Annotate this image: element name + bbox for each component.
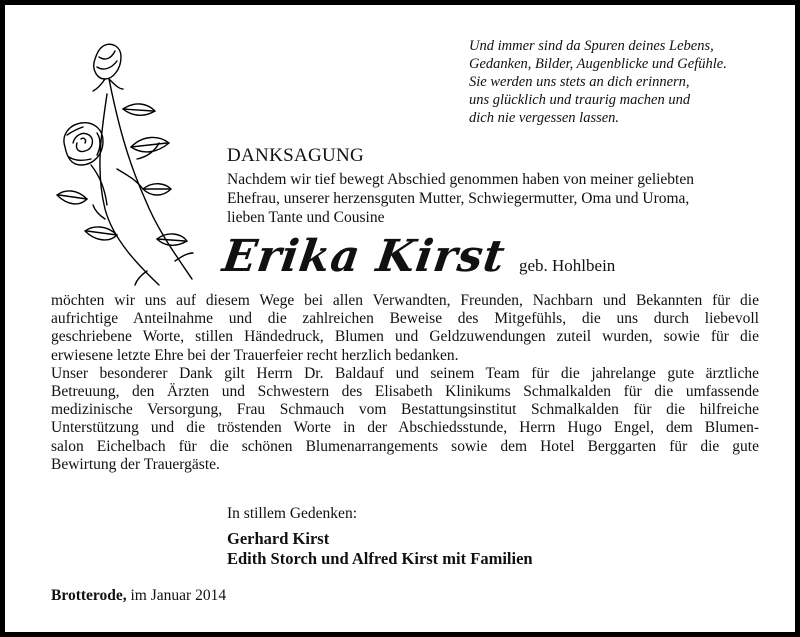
place-date — [51, 587, 226, 605]
body-line: medizinische Versorgung, Frau Schmauch vom Bestattungsinstitut Schmalkalden für die hilfreiche — [51, 401, 759, 419]
intro-text — [227, 170, 787, 227]
thanks-body — [51, 292, 759, 474]
body-line: Unser besonderer Dank gilt Herrn Dr. Baldauf und seinem Team für die jahrelange gute ärztliche — [51, 364, 759, 382]
signer-name: Gerhard Kirst — [227, 529, 330, 548]
body-line: Betreuung, den Ärzten und Schwestern des Elisabeth Klinikums Schmalkalden für die umfassende — [51, 383, 759, 401]
place-city: Brotterode, — [51, 587, 127, 604]
body-line: möchten wir uns auf diesem Wege bei allen Verwandten, Freunden, Nachbarn und Bekannten für die — [51, 292, 759, 309]
body-line: Bewirtung der Trauergäste. — [51, 455, 220, 473]
poem-line: Gedanken, Bilder, Augenblicke und Gefühle. — [469, 56, 727, 72]
intro-line: Nachdem wir tief bewegt Abschied genommen haben von meiner geliebten — [227, 171, 694, 188]
body-line: salon Eichelbach für die schönen Blumenarrangements sowie dem Hotel Berggarten für die gute — [51, 437, 759, 455]
in-memory-label: In stillem Gedenken: — [227, 505, 357, 522]
rose-illustration — [47, 39, 207, 291]
deceased-name-row — [219, 231, 616, 282]
body-line: aufrichtige Anteilnahme und die zahlreichen Beweise des Mitgefühls, die uns durch liebevoll — [51, 310, 759, 328]
signers — [227, 529, 533, 569]
poem-line: dich nie vergessen lassen. — [469, 110, 620, 126]
birth-name: geb. Hohlbein — [518, 256, 616, 275]
intro-line: lieben Tante und Cousine — [227, 209, 385, 226]
poem-line: Und immer sind da Spuren deines Lebens, — [469, 38, 714, 54]
signer-name: Edith Storch und Alfred Kirst mit Familien — [227, 549, 533, 568]
body-line: geschriebene Worte, stillen Händedruck, Blumen und Geldzuwendungen zuteil wurden, sowie für die — [51, 328, 759, 346]
place-date-text: im Januar 2014 — [130, 587, 227, 604]
intro-line: Ehefrau, unserer herzensguten Mutter, Schwiegermutter, Oma und Uroma, — [227, 190, 690, 207]
poem-line: uns glücklich und traurig machen und — [469, 92, 691, 108]
heading-danksagung: DANKSAGUNG — [227, 145, 365, 166]
body-line: erwiesene letzte Ehre bei der Trauerfeier recht herzlich bedanken. — [51, 346, 459, 364]
poem — [469, 37, 789, 127]
poem-line: Sie werden uns stets an dich erinnern, — [469, 74, 690, 90]
body-line: Unterstützung und die tröstenden Worte in der Abschiedsstunde, Herrn Hugo Engel, dem Blumen- — [51, 419, 759, 437]
deceased-name: Erika Kirst — [219, 231, 509, 282]
